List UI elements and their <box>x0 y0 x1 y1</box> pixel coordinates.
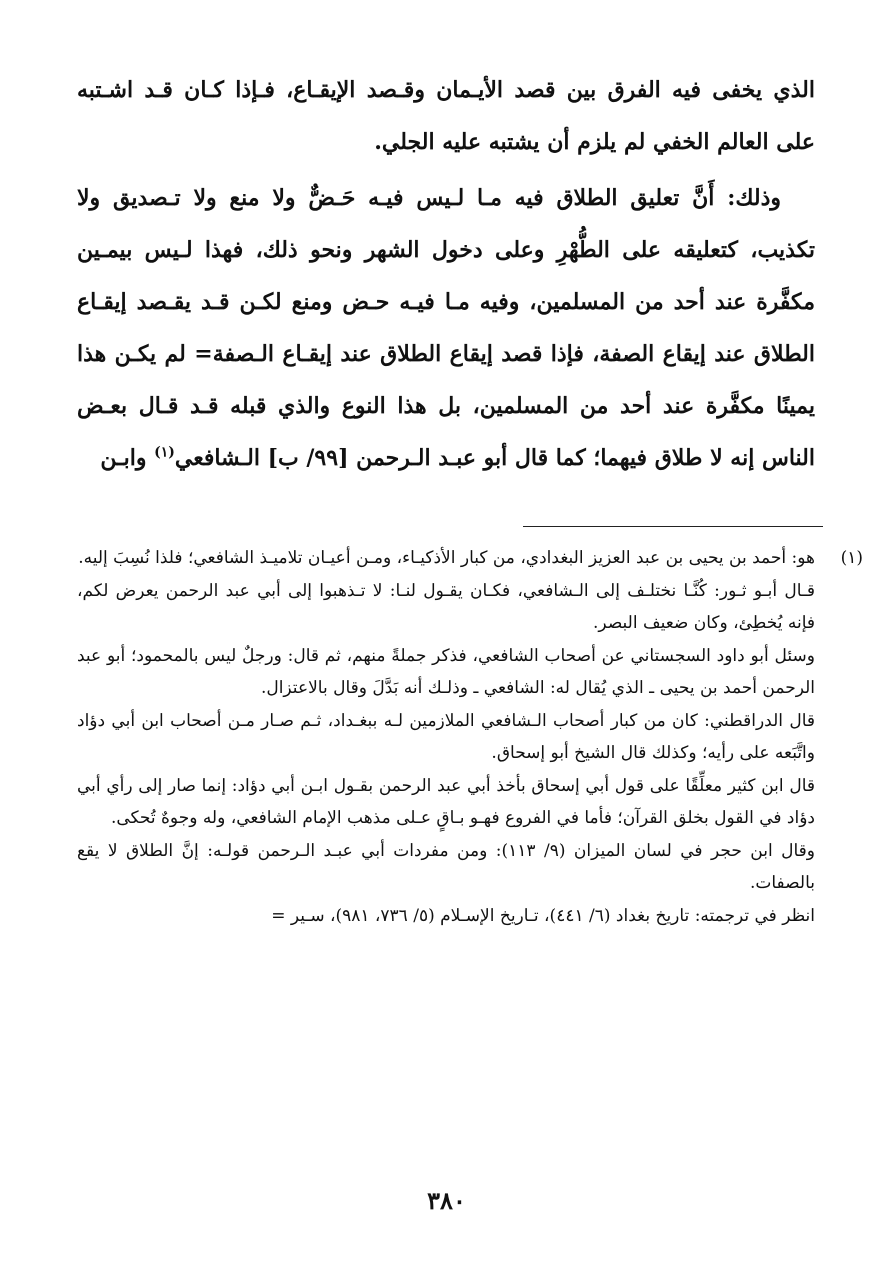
paragraph-1: الذي يخفى فيه الفرق بين قصد الأيـمان وقـصد الإيقـاع، فـإذا كـان قـد اشـتبه على العالم الخفي لم يلزم أن يشتبه عليه الجلي. <box>77 77 815 155</box>
page-number: ٣٨٠ <box>427 1186 466 1215</box>
footnote-line-1: هو: أحمد بن يحيى بن عبد العزيز البغدادي، من كبار الأذكيـاء، ومـن أعيـان تلاميـذ الشافعي؛ فلذا نُسِبَ إليه. <box>78 548 815 568</box>
footnote-number: (١) <box>840 548 863 568</box>
paragraph-2-tail: وابـن <box>100 445 155 471</box>
main-text-body <box>77 64 815 484</box>
paragraph-2-text: وذلك: أَنَّ تعليق الطلاق فيه مـا لـيس فيـه حَـضٌّ ولا منع ولا تـصديق ولا تكذيب، كتعليقه على الطُّهْرِ وعلى دخول الشهر ونحو ذلك، فهذا لـيس بيمـين مكفَّرة عند أحد من المسلمين، وفيه مـا فيـه حـض ومنع لكـن قـد يقـصد إيقـاع الطلاق عند إيقاع الصفة، فإذا قصد إيقاع الطلاق عند إيقـاع الـصفة= لم يكـن هذا يمينًا مكفَّرة عند أحد من المسلمين، بل هذا النوع والذي قبله قـد قـال بعـض الناس إنه لا طلاق فيهما؛ كما قال أبو عبـد الـرحمن [٩٩/ ب] الـشافعي <box>77 185 815 471</box>
footnote-line-2: قـال أبـو ثـور: كُنَّـا نختلـف إلى الـشافعي، فكـان يقـول لنـا: لا تـذهبوا إلى أبي عبد الرحمن يعرض لكم، فإنه يُخطِئ، وكان ضعيف البصر. <box>77 580 815 633</box>
paragraph-2 <box>77 172 815 484</box>
footnote-line-5: قال ابن كثير معلِّقًا على قول أبي إسحاق بأخذ أبي عبد الرحمن بقـول ابـن أبي دؤاد: إنما صار إلى رأي أبي دؤاد في القول بخلق القرآن؛ فأما في الفروع فهـو بـاقٍ عـلى مذهب الإمام الشافعي، وله وجوهٌ تُحكى. <box>77 775 815 828</box>
footnotes-section <box>77 542 863 932</box>
footnote-entry-1 <box>77 542 863 575</box>
footnote-line-7: انظر في ترجمته: تاريخ بغداد (٦/ ٤٤١)، تـاريخ الإسـلام (٥/ ٧٣٦، ٩٨١)، سـير = <box>271 905 815 926</box>
footnote-separator <box>523 526 823 527</box>
footnote-line-6: وقال ابن حجر في لسان الميزان (٩/ ١١٣): ومن مفردات أبي عبـد الـرحمن قولـه: إنَّ الطلاق لا يقع بالصفات. <box>77 840 815 893</box>
footnote-line-3: وسئل أبو داود السجستاني عن أصحاب الشافعي، فذكر جملةً منهم، ثم قال: ورجلٌ ليس بالمحمود؛ أبو عبد الرحمن أحمد بن يحيى ـ الذي يُقال له: الشافعي ـ وذلـك أنه بَدَّلَ وقال بالاعتزال. <box>77 645 815 698</box>
footnote-line-4: قال الدراقطني: كان من كبار أصحاب الـشافعي الملازمين لـه ببغـداد، ثـم صـار مـن أصحاب ابن أبي دؤاد واتَّبَعه على رأيه؛ وكذلك قال الشيخ أبو إسحاق. <box>77 710 815 763</box>
footnote-reference: (١) <box>154 444 175 461</box>
